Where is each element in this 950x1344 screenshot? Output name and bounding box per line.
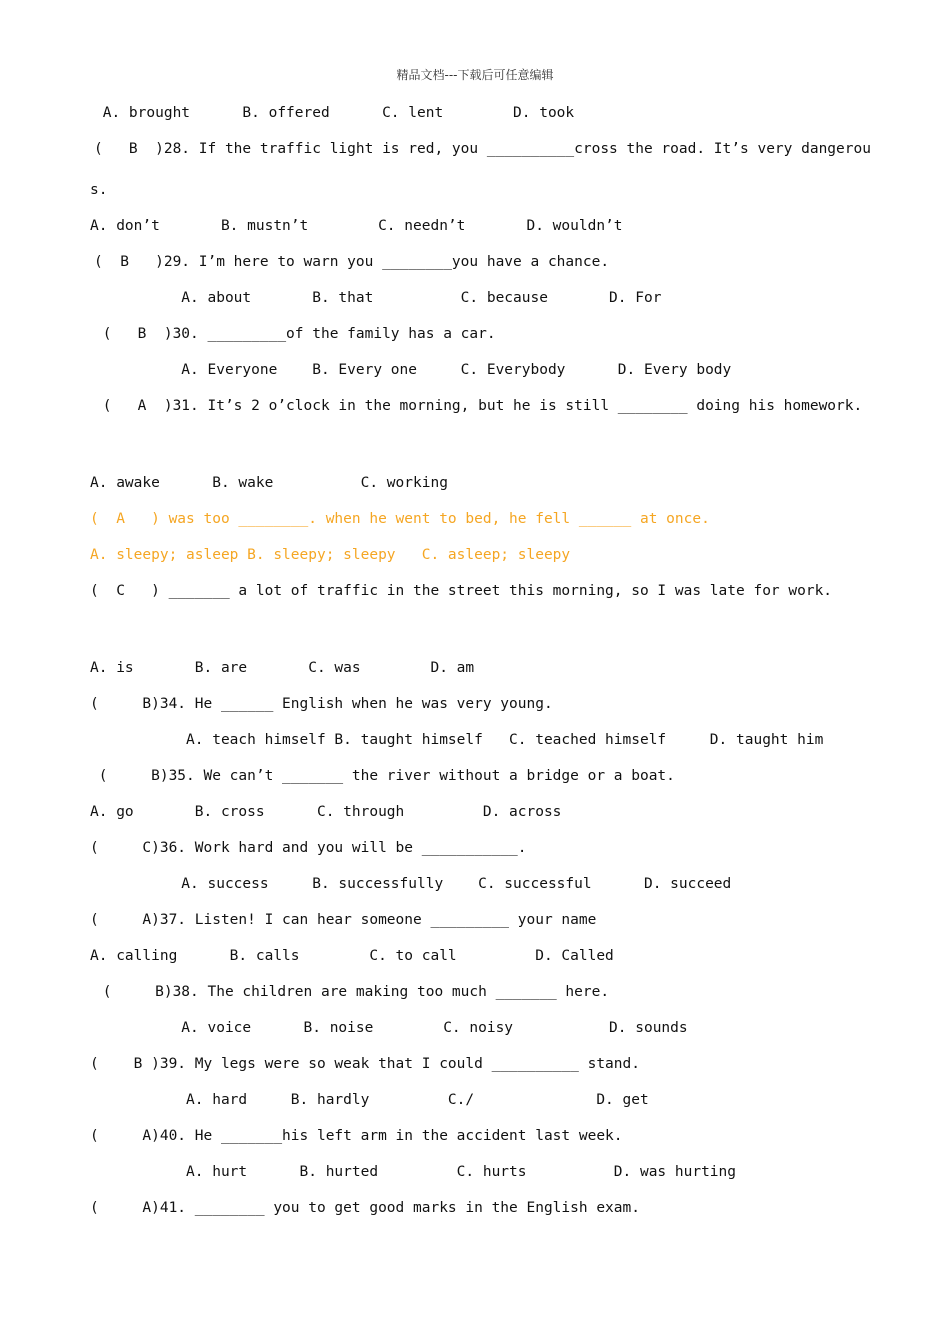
option-line: A. about B. that C. because D. For	[94, 290, 662, 306]
question-line: ( A)41. ________ you to get good marks in the English exam.	[90, 1200, 640, 1216]
question-line: ( B )29. I’m here to warn you ________you have a chance.	[94, 254, 610, 270]
question-line: ( B )28. If the traffic light is red, you __________cross the road. It’s very dangerou	[94, 141, 871, 157]
question-line: ( B)34. He ______ English when he was very young.	[90, 696, 553, 712]
option-line: A. hurt B. hurted C. hurts D. was hurting	[90, 1164, 737, 1180]
option-line: A. hard B. hardly C./ D. get	[90, 1092, 649, 1108]
question-line: ( A )31. It’s 2 o’clock in the morning, but he is still ________ doing his homework.	[94, 398, 863, 414]
question-line-continued: s.	[90, 182, 108, 198]
option-line: A. success B. successfully C. successful D. succeed	[94, 876, 732, 892]
option-line: A. voice B. noise C. noisy D. sounds	[94, 1020, 688, 1036]
option-line: A. brought B. offered C. lent D. took	[94, 105, 575, 121]
option-line: A. teach himself B. taught himself C. teached himself D. taught him	[90, 732, 824, 748]
option-line: A. awake B. wake C. working	[90, 475, 448, 491]
question-line: ( B )39. My legs were so weak that I could __________ stand.	[90, 1056, 640, 1072]
question-line: ( A)37. Listen! I can hear someone _________ your name	[90, 912, 597, 928]
option-line: A. calling B. calls C. to call D. Called	[90, 948, 614, 964]
question-line: ( A)40. He _______his left arm in the accident last week.	[90, 1128, 623, 1144]
question-line: ( C ) _______ a lot of traffic in the street this morning, so I was late for work.	[90, 583, 833, 599]
option-line: A. go B. cross C. through D. across	[90, 804, 562, 820]
option-line: A. don’t B. mustn’t C. needn’t D. wouldn’t	[90, 218, 623, 234]
option-line: A. Everyone B. Every one C. Everybody D. Every body	[94, 362, 732, 378]
page-header: 精品文档---下载后可任意编辑	[396, 68, 554, 82]
question-line: ( B)35. We can’t _______ the river without a bridge or a boat.	[90, 768, 675, 784]
question-line-highlighted: ( A ) was too ________. when he went to bed, he fell ______ at once.	[90, 511, 710, 527]
option-line-highlighted: A. sleepy; asleep B. sleepy; sleepy C. asleep; sleepy	[90, 547, 571, 563]
question-line: ( B)38. The children are making too much _______ here.	[94, 984, 610, 1000]
question-line: ( C)36. Work hard and you will be ___________.	[90, 840, 527, 856]
question-line: ( B )30. _________of the family has a car.	[94, 326, 496, 342]
option-line: A. is B. are C. was D. am	[90, 660, 475, 676]
